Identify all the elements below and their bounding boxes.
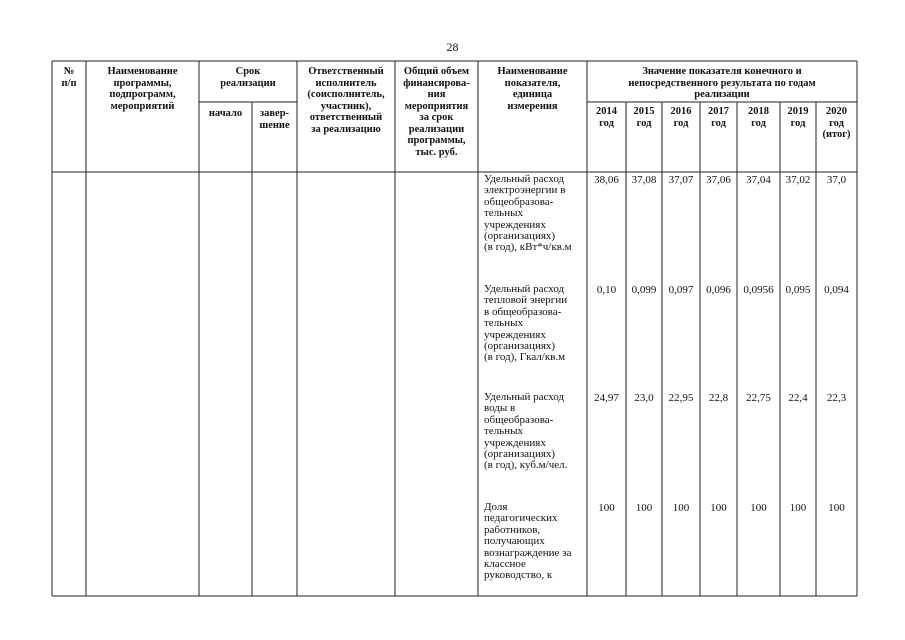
value-cell: 24,97	[594, 392, 619, 404]
value-cell: 37,08	[631, 174, 657, 186]
header-year-2014: 2014 год	[596, 106, 617, 129]
value-cell: 0,096	[706, 284, 731, 296]
value-cell: 0,094	[824, 284, 849, 296]
indicator-heat: Удельный расход тепловой энергии в общеобразова- тельных учреждениях (организациях) (в год), Гкал/кв.м	[484, 283, 568, 364]
value-cell: 100	[710, 502, 727, 514]
value-cell: 37,07	[668, 174, 694, 186]
value-cell: 37,04	[746, 174, 771, 186]
value-cell: 0,099	[631, 284, 657, 296]
value-cell: 22,4	[788, 392, 808, 404]
value-cell: 100	[750, 502, 767, 514]
header-period-end: завер- шение	[259, 108, 290, 131]
header-program-name: Наименование программы, подпрограмм, мероприятий	[107, 66, 178, 112]
value-cell: 38,06	[594, 174, 619, 186]
header-executor: Ответственный исполнитель (соисполнитель, участник), ответственный за реализацию	[307, 66, 385, 135]
value-cell: 22,8	[708, 392, 729, 404]
value-cell: 100	[635, 502, 653, 514]
indicator-teachers-share: Доля педагогических работников, получающих вознаграждение за классное руководство, к	[484, 501, 572, 582]
value-cell: 0,10	[596, 284, 617, 296]
indicator-electricity: Удельный расход электроэнергии в общеобразова- тельных учреждениях (организациях) (в год), кВт*ч/кв.м	[484, 173, 572, 254]
value-cell: 0,097	[668, 284, 694, 296]
value-cell: 0,095	[785, 284, 811, 296]
header-period-start: начало	[208, 108, 243, 119]
header-year-2016: 2016 год	[670, 106, 692, 129]
value-cell: 22,75	[746, 392, 771, 404]
value-cell: 37,02	[785, 174, 811, 186]
value-cell: 100	[672, 502, 690, 514]
header-indicator: Наименование показателя, единица измерения	[497, 66, 568, 112]
header-year-2019: 2019 год	[787, 106, 809, 129]
value-cell: 37,06	[706, 174, 731, 186]
header-year-2020: 2020 год (итог)	[822, 106, 851, 140]
header-year-2018: 2018 год	[748, 106, 769, 129]
value-cell: 37,0	[826, 174, 847, 186]
value-cell: 100	[598, 502, 615, 514]
value-cell: 22,3	[826, 392, 847, 404]
value-cell: 23,0	[634, 392, 654, 404]
header-values-title: Значение показателя конечного и непосредственного результата по годам реализации	[628, 66, 816, 100]
value-cell: 100	[789, 502, 807, 514]
header-number: № п/п	[61, 66, 77, 89]
value-cell: 0,0956	[743, 284, 774, 296]
page-number: 28	[446, 40, 459, 54]
indicator-water: Удельный расход воды в общеобразова- тельных учреждениях (организациях) (в год), куб.м/чел.	[484, 391, 568, 472]
header-funding: Общий объем финансирова- ния мероприятия за срок реализации программы, тыс. руб.	[403, 66, 470, 158]
header-year-2015: 2015 год	[633, 106, 655, 129]
value-cell: 100	[828, 502, 845, 514]
value-cell: 22,95	[668, 392, 694, 404]
header-year-2017: 2017 год	[708, 106, 729, 129]
header-period: Срок реализации	[220, 66, 276, 89]
